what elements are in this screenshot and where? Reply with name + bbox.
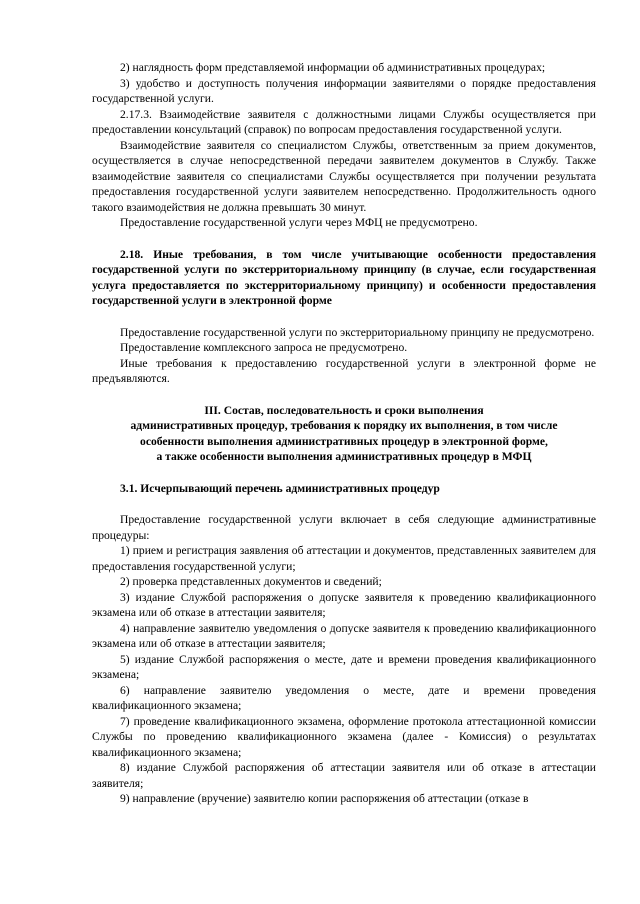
list-item: 1) прием и регистрация заявления об аттестации и документов, представленных заявителем для предоставления государственной услуги; <box>92 544 596 573</box>
list-item: 2) проверка представленных документов и сведений; <box>120 575 382 588</box>
section-heading-III <box>92 403 596 465</box>
document-page <box>92 60 596 807</box>
paragraph: Предоставление государственной услуги включает в себя следующие административные процедуры: <box>92 513 596 542</box>
paragraph: Взаимодействие заявителя со специалистом Службы, ответственным за прием документов, осуществляется в случае непосредственной передачи заявителем документов в Службу. Также взаимодействие заявителя со специалистами Службы осуществляется при получении результата предоставления государственной услуги заявителем непосредственно. Продолжительность одного такого взаимодействия не должна превышать 30 минут. <box>92 138 596 214</box>
heading-line: а также особенности выполнения административных процедур в МФЦ <box>156 450 532 463</box>
paragraph: 2) наглядность форм представляемой информации об административных процедурах; <box>120 61 546 74</box>
paragraph: 3) удобство и доступность получения информации заявителями о порядке предоставления государственной услуги. <box>92 76 596 105</box>
section-heading-2-18: 2.18. Иные требования, в том числе учитывающие особенности предоставления государственной услуги по экстерриториальному принципу (в случае, если государственная услуга предоставляется по экстерриториальному принципу) и особенности предоставления государственной услуги в электронной форме <box>92 247 596 307</box>
heading-line: особенности выполнения административных процедур в электронной форме, <box>140 434 548 448</box>
list-item: 7) проведение квалификационного экзамена, оформление протокола аттестационной комиссии Службы по проведению квалификационного экзамена (далее - Комиссия) о результатах квалификационного экзамена; <box>92 714 596 759</box>
heading-line: административных процедур, требования к порядку их выполнения, в том числе <box>130 419 558 432</box>
paragraph: Предоставление государственной услуги по экстерриториальному принципу не предусмотрено. <box>120 325 595 339</box>
list-item: 6) направление заявителю уведомления о месте, дате и времени проведения квалификационного экзамена; <box>92 683 596 712</box>
paragraph: 2.17.3. Взаимодействие заявителя с должностными лицами Службы осуществляется при предоставлении консультаций (справок) по вопросам предоставления государственной услуги. <box>92 107 596 136</box>
paragraph: Предоставление комплексного запроса не предусмотрено. <box>120 341 408 354</box>
section-heading-3-1: 3.1. Исчерпывающий перечень административных процедур <box>120 481 440 495</box>
list-item: 8) издание Службой распоряжения об аттестации заявителя или об отказе в аттестации заявителя; <box>92 761 596 790</box>
list-item: 4) направление заявителю уведомления о допуске заявителя к проведению квалификационного экзамена или об отказе в аттестации заявителя; <box>92 621 596 650</box>
list-item: 3) издание Службой распоряжения о допуске заявителя к проведению квалификационного экзамена или об отказе в аттестации заявителя; <box>92 590 596 619</box>
list-item: 9) направление (вручение) заявителю копии распоряжения об аттестации (отказе в <box>120 792 529 805</box>
heading-line: III. Состав, последовательность и сроки выполнения <box>204 403 484 417</box>
paragraph: Предоставление государственной услуги через МФЦ не предусмотрено. <box>120 216 478 229</box>
list-item: 5) издание Службой распоряжения о месте, дате и времени проведения квалификационного экзамена; <box>92 652 596 681</box>
paragraph: Иные требования к предоставлению государственной услуги в электронной форме не предъявляются. <box>92 356 596 385</box>
